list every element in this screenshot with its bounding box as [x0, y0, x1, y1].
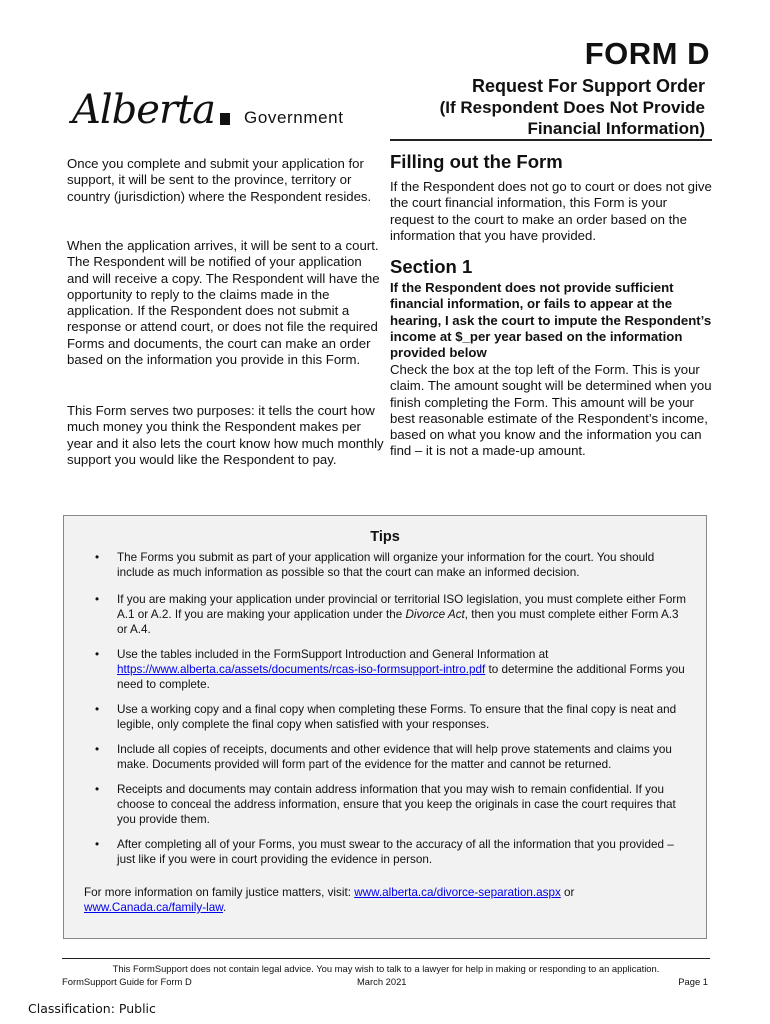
government-label: Government [244, 108, 344, 127]
intro-paragraph-2: When the application arrives, it will be sent to a court. The Respondent will be notified of your application and will receive a copy. The Respondent will have the opportunity to reply to the claims made in the application. If the Respondent does not submit a response or attend court, or does not file the required Forms and documents, the court can make an order based on the information you provide in this Form. [67, 238, 380, 368]
footer-date: March 2021 [357, 976, 407, 987]
tip-item: • After completing all of your Forms, you must swear to the accuracy of all the information that you provided – just like if you were in court providing the evidence in person. [95, 838, 674, 866]
bullet-icon: • [95, 783, 100, 796]
tip-item: • Include all copies of receipts, documents and other evidence that will help prove statements and claims you make. Documents provided will form part of the evidence for the matter and cannot be returned. [95, 743, 672, 771]
filling-paragraph: If the Respondent does not go to court or does not give the court financial information, this Form is your request to the court to make an order based on the information that you have provided. [390, 179, 712, 243]
logo-mark-icon [220, 113, 230, 125]
divorce-separation-link[interactable]: www.alberta.ca/divorce-separation.aspx [354, 886, 561, 899]
form-subtitle: Request For Support Order [471, 76, 705, 96]
bullet-icon: • [95, 703, 100, 716]
footer-rule [62, 958, 710, 959]
tip-item: • Use a working copy and a final copy when completing these Forms. To ensure that the final copy is neat and legible, only complete the final copy when satisfied with your responses. [95, 703, 677, 731]
section-1-paragraph: Check the box at the top left of the Form. This is your claim. The amount sought will be determined when you finish completing the Form. This amount will be your best reasonable estimate of the Respondent’s income, based on what you know and the information you can find – it is not a made-up amount. [390, 362, 712, 459]
form-subtitle-line2: (If Respondent Does Not Provide [439, 98, 705, 117]
bullet-icon: • [95, 838, 100, 851]
section-1-statement: If the Respondent does not provide sufficient financial information, or fails to appear at the hearing, I ask the court to impute the Respondent’s income at $_per year based on the information provided below [390, 280, 712, 361]
bullet-icon: • [95, 593, 100, 606]
tip-item: • The Forms you submit as part of your application will organize your information for the court. You should include as much information as possible so that the court can make an informed decision. [95, 551, 655, 579]
bullet-icon: • [95, 743, 100, 756]
tips-title: Tips [370, 529, 400, 545]
tips-box [63, 515, 707, 939]
bullet-icon: • [95, 551, 100, 564]
bullet-icon: • [95, 648, 100, 661]
header-rule [390, 139, 712, 141]
tip-item: • If you are making your application under provincial or territorial ISO legislation, you must complete either Form A.1 or A.2. If you are making your application under the Divorce Act, then you must complete either Form A.3 or A.4. [95, 593, 687, 636]
more-info-text: For more information on family justice matters, visit: www.alberta.ca/divorce-separation.aspx or www.Canada.ca/family-law. [84, 886, 575, 914]
tips-list [64, 550, 706, 877]
tip-item: • Receipts and documents may contain address information that you may wish to remain confidential. If you choose to conceal the address information, ensure that you keep the originals in case the court requires that you provide them. [95, 783, 676, 826]
footer-page-number: Page 1 [678, 976, 708, 987]
filling-heading: Filling out the Form [390, 151, 563, 172]
canada-family-law-link[interactable]: www.Canada.ca/family-law [84, 901, 224, 914]
form-subtitle-line3: Financial Information) [527, 119, 705, 138]
section-1-heading: Section 1 [390, 256, 473, 277]
intro-paragraph-3: This Form serves two purposes: it tells the court how much money you think the Respondent makes per year and it also lets the court know how much monthly support you would like the Respondent to pay. [67, 403, 384, 467]
alberta-government-logo [72, 88, 362, 138]
intro-paragraph-1: Once you complete and submit your application for support, it will be sent to the province, territory or country (jurisdiction) where the Respondent resides. [67, 156, 372, 204]
tip-item: • Use the tables included in the FormSupport Introduction and General Information at https://www.alberta.ca/assets/documents/rcas-iso-formsupport-intro.pdf to determine the additional Forms you need to complete. [95, 648, 685, 691]
form-title: FORM D [584, 36, 710, 71]
footer-disclaimer: This FormSupport does not contain legal advice. You may wish to talk to a lawyer for help in making or responding to an application. [112, 963, 660, 974]
footer-guide-name: FormSupport Guide for Form D [62, 976, 192, 987]
formsupport-intro-link[interactable]: https://www.alberta.ca/assets/documents/rcas-iso-formsupport-intro.pdf [117, 663, 486, 676]
alberta-wordmark: Alberta [72, 87, 215, 133]
classification-label: Classification: Public [28, 1001, 156, 1016]
